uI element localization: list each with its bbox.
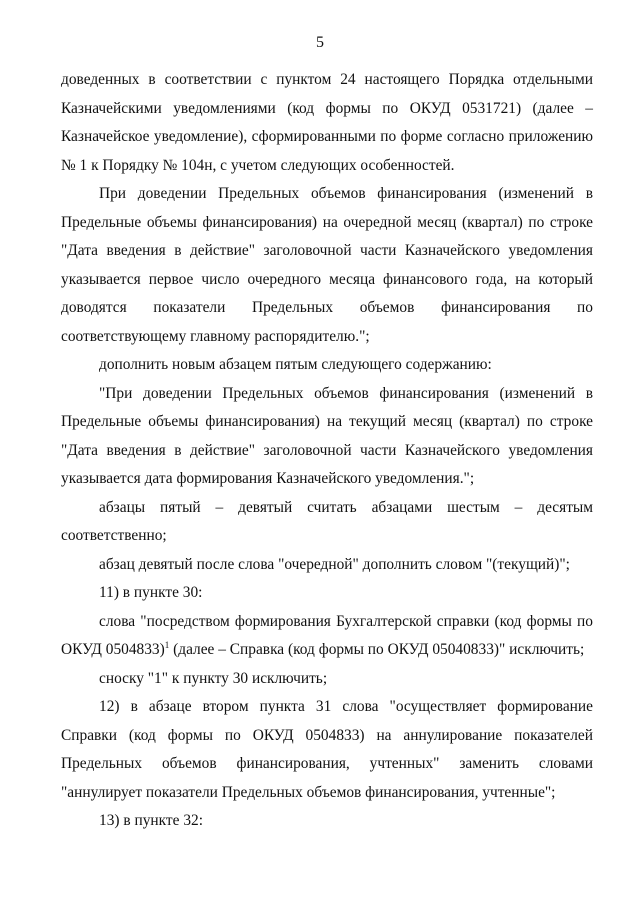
paragraph-renumber-instruction: абзацы пятый – девятый считать абзацами шестым – десятым соответственно; bbox=[61, 498, 593, 544]
page-number: 5 bbox=[316, 34, 324, 51]
paragraph-add-fifth-instruction: дополнить новым абзацем пятым следующего содержанию: bbox=[99, 356, 492, 373]
document-body bbox=[61, 66, 593, 836]
paragraph-remove-footnote-instruction: сноску "1" к пункту 30 исключить; bbox=[99, 669, 328, 687]
paragraph-continuation: доведенных в соответствии с пунктом 24 настоящего Порядка отдельными Казначейскими уведомлениями (код формы по ОКУД 0531721) (далее – Казначейское уведомление), сформированными по форме согласно приложению № 1 к Порядку № 104н, с учетом следующих особенностей. bbox=[61, 71, 593, 174]
paragraph-current-month-rule: "При доведении Предельных объемов финансирования (изменений в Предельные объемы финансирования) на текущий месяц (квартал) по строке "Дата введения в действие" заголовочной части Казначейского уведомления указывается дата формирования Казначейского уведомления."; bbox=[61, 384, 593, 487]
paragraph-item-11: 11) в пункте 30: bbox=[99, 584, 203, 601]
paragraph-remove-words-instruction bbox=[61, 608, 593, 665]
paragraph-target-month-rule: При доведении Предельных объемов финансирования (изменений в Предельные объемы финансирования) на очередной месяц (квартал) по строке "Дата введения в действие" заголовочной части Казначейского уведомления указывается первое число очередного месяца финансового года, на который доводятся показатели Предельных объемов финансирования по соответствующему главному распорядителю."; bbox=[61, 185, 593, 345]
paragraph-item-13: 13) в пункте 32: bbox=[99, 812, 203, 829]
footnote-marker: 1 bbox=[164, 640, 170, 650]
paragraph-item-12: 12) в абзаце втором пункта 31 слова "осуществляет формирование Справки (код формы по ОКУД 0504833) на аннулирование показателей Предельных объемов финансирования, учтенных" заменить словами "аннулирует показатели Предельных объемов финансирования, учтенные"; bbox=[61, 698, 593, 801]
paragraph-add-word-instruction: абзац девятый после слова "очередной" дополнить словом "(текущий)"; bbox=[99, 555, 570, 573]
paragraph-remove-words-text-before: слова "посредством формирования Бухгалтерской справки (код формы по ОКУД 0504833) bbox=[61, 612, 593, 658]
paragraph-remove-words-text-after: (далее – Справка (код формы по ОКУД 05040833)" исключить; bbox=[169, 641, 585, 658]
